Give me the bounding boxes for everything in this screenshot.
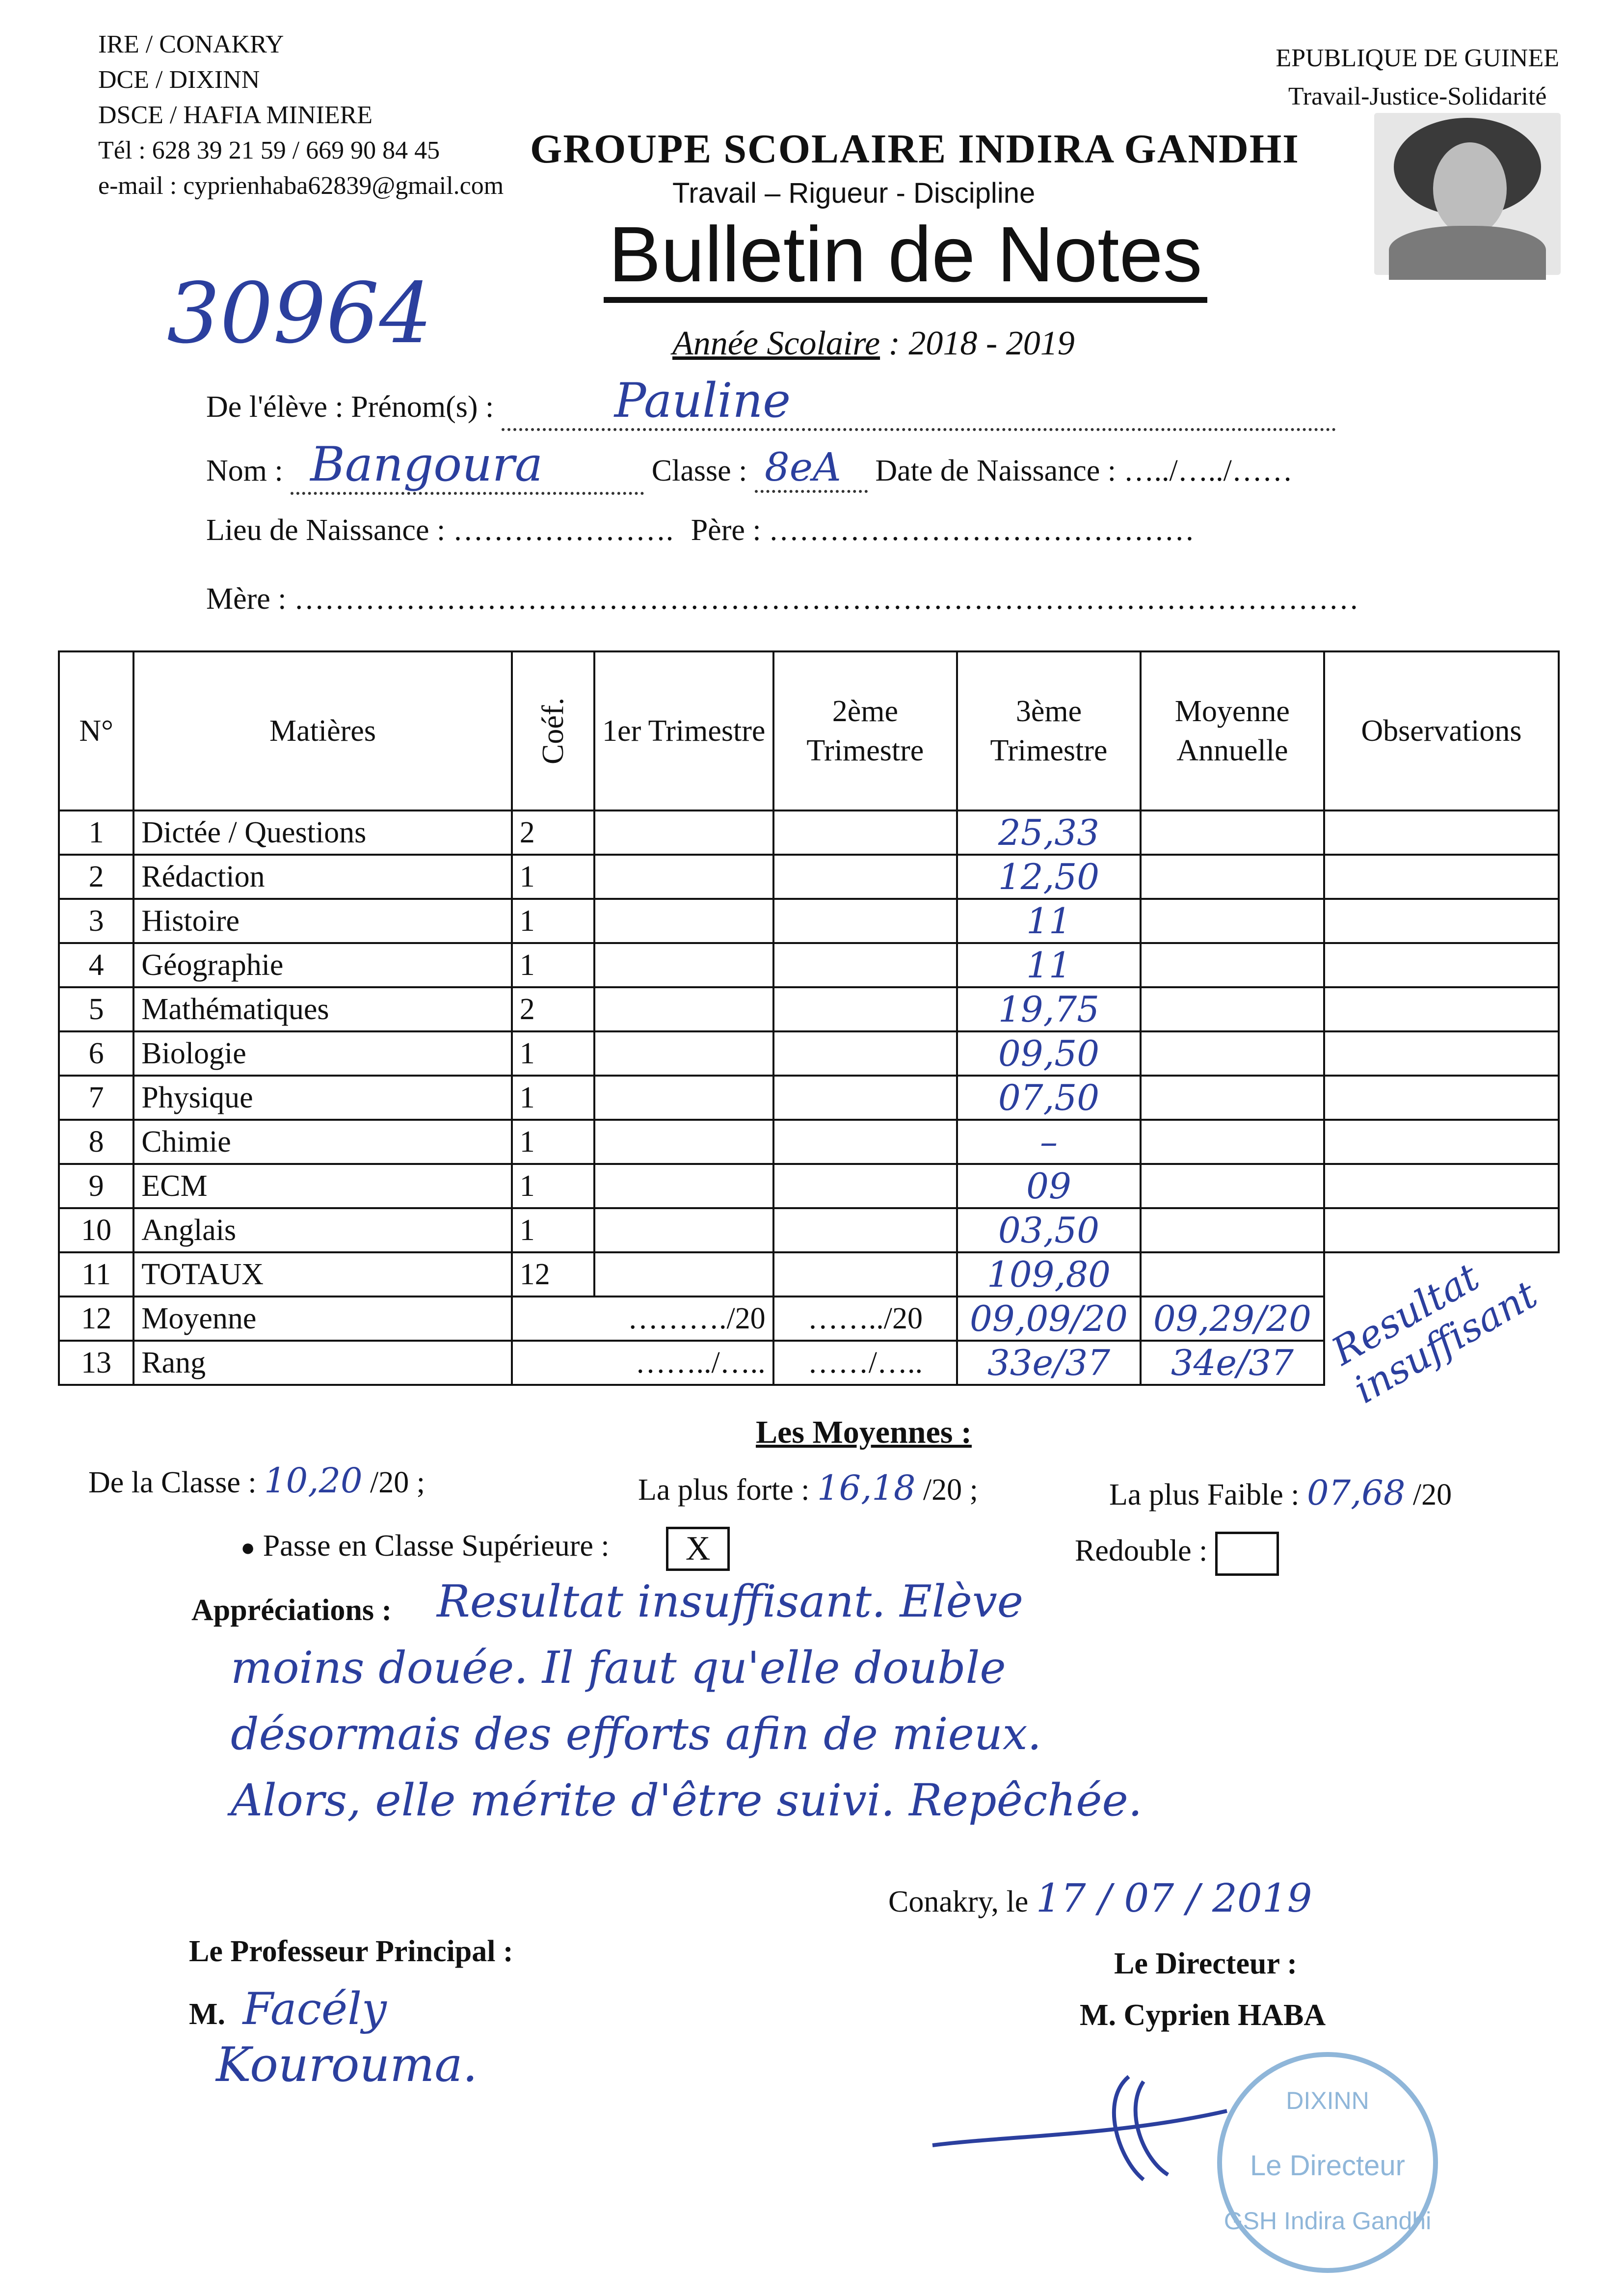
passe-check-mark: X: [685, 1530, 711, 1567]
page-title: Bulletin de Notes: [604, 211, 1207, 303]
passe-label: Passe en Classe Supérieure :: [263, 1529, 610, 1563]
appreciation-line: Alors, elle mérite d'être suivi. Repêchée.: [231, 1775, 1143, 1826]
republic-name: EPUBLIQUE DE GUINEE: [1276, 44, 1559, 72]
school-name: GROUPE SCOLAIRE INDIRA GANDHI: [530, 126, 1300, 172]
header-line: IRE / CONAKRY: [98, 30, 284, 58]
appreciation-line: Resultat insuffisant. Elève: [437, 1576, 1024, 1627]
nom-label: Nom :: [206, 454, 283, 487]
lieu-row: [206, 513, 1195, 548]
table-row: 1 Dictée / Questions 2 25,33: [59, 810, 1559, 855]
redouble-checkbox[interactable]: [1215, 1532, 1279, 1576]
table-row: 4 Géographie 1 11: [59, 943, 1559, 987]
table-row: 7 Physique 1 07,50: [59, 1076, 1559, 1120]
redouble-label: Redouble :: [1075, 1534, 1208, 1568]
header-number: N°: [59, 651, 133, 810]
header-moyenne-annuelle: Moyenne Annuelle: [1141, 651, 1324, 810]
appreciation-line: moins douée. Il faut qu'elle double: [231, 1642, 1006, 1694]
table-row: 5 Mathématiques 2 19,75: [59, 987, 1559, 1031]
reference-number: 30964: [167, 265, 432, 362]
observation-cell: [1324, 1252, 1559, 1412]
prenom-field: [502, 373, 1336, 431]
mere-label: Mère : ……………………………………………………………………………………………: [206, 582, 1359, 616]
observation-note: Resultat insuffisant: [1324, 1255, 1545, 1412]
table-row: 6 Biologie 1 09,50: [59, 1031, 1559, 1076]
nom-row: [206, 437, 1293, 495]
classe-field: [755, 444, 868, 493]
republic-motto: Travail-Justice-Solidarité: [1288, 82, 1547, 110]
date-value: 17 / 07 / 2019: [1036, 1875, 1312, 1921]
appreciations-label: Appréciations :: [191, 1594, 392, 1627]
table-row: 2 Rédaction 1 12,50: [59, 855, 1559, 899]
school-stamp: DIXINN Le Directeur GSH Indira Gandhi: [1217, 2052, 1438, 2273]
rang-row: 13 Rang ……../….. ……/….. 33e/37 34e/37: [59, 1341, 1559, 1385]
moyenne-forte: La plus forte : 16,18 /20 ;: [638, 1468, 978, 1508]
appreciation-line: désormais des efforts afin de mieux.: [231, 1708, 1042, 1760]
table-header-row: [59, 651, 1559, 810]
moyenne-classe: De la Classe : 10,20 /20 ;: [88, 1460, 425, 1501]
table-row: 10 Anglais 1 03,50: [59, 1208, 1559, 1252]
header-email: e-mail : cyprienhaba62839@gmail.com: [98, 172, 504, 200]
header-trimestre-3: 3ème Trimestre: [957, 651, 1141, 810]
pere-label: Père : ……………………………………: [691, 513, 1195, 547]
header-trimestre-2: 2ème Trimestre: [773, 651, 957, 810]
professeur-label: Le Professeur Principal :: [189, 1935, 513, 1968]
header-coef: Coéf.: [512, 651, 594, 810]
nom-value: Bangoura: [310, 437, 543, 492]
professeur-name: M. Facély: [189, 1983, 387, 2035]
directeur-signature: [913, 2062, 1256, 2189]
date-label: Conakry, le: [888, 1885, 1029, 1918]
passe-row: ● Passe en Classe Supérieure : X: [240, 1527, 730, 1571]
professeur-lastname: Kourouma.: [216, 2037, 478, 2092]
moyenne-faible-value: 07,68: [1306, 1473, 1406, 1513]
header-observations: Observations: [1324, 651, 1559, 810]
header-line: DSCE / HAFIA MINIERE: [98, 101, 373, 129]
school-year-label: Année Scolaire: [672, 324, 880, 362]
header-phone: Tél : 628 39 21 59 / 669 90 84 45: [98, 136, 440, 164]
school-motto: Travail – Rigueur - Discipline: [672, 177, 1036, 209]
mere-row: [206, 582, 1359, 617]
classe-value: 8eA: [764, 444, 841, 490]
naissance-label: Date de Naissance : …../…../……: [875, 454, 1293, 487]
prenom-value: Pauline: [614, 373, 791, 428]
header-matieres: Matières: [133, 651, 512, 810]
redouble-row: [1075, 1532, 1279, 1576]
moyenne-classe-value: 10,20: [264, 1460, 363, 1501]
header-trimestre-1: 1er Trimestre: [594, 651, 773, 810]
moyenne-row: 12 Moyenne ………./20 ……../20 09,09/20 09,29/20: [59, 1297, 1559, 1341]
lieu-label: Lieu de Naissance : ………………….: [206, 513, 674, 547]
prenom-label: De l'élève : Prénom(s) :: [206, 390, 494, 424]
totaux-row: 11 TOTAUX 12 109,80 Resultat insuffisant: [59, 1252, 1559, 1297]
prenom-row: [206, 373, 1336, 431]
passe-checkbox[interactable]: [666, 1527, 730, 1571]
ministry-header: [98, 27, 504, 204]
table-row: 9 ECM 1 09: [59, 1164, 1559, 1208]
school-year: [672, 324, 1075, 363]
date-row: [888, 1875, 1312, 1921]
moyenne-forte-value: 16,18: [817, 1468, 916, 1508]
directeur-label: Le Directeur :: [1114, 1947, 1297, 1980]
professeur-firstname: Facély: [242, 1983, 387, 2035]
moyennes-title: Les Moyennes :: [756, 1414, 972, 1450]
table-row: 3 Histoire 1 11: [59, 899, 1559, 943]
directeur-name: M. Cyprien HABA: [1080, 1999, 1326, 2032]
school-year-value: : 2018 - 2019: [888, 324, 1075, 362]
moyenne-faible: La plus Faible : 07,68 /20: [1109, 1473, 1452, 1513]
portrait-photo: [1374, 113, 1561, 275]
classe-label: Classe :: [651, 454, 747, 487]
nom-field: [291, 437, 644, 495]
grades-table: [58, 650, 1560, 1412]
table-row: 8 Chimie 1 –: [59, 1120, 1559, 1164]
header-line: DCE / DIXINN: [98, 66, 260, 94]
republic-header: [1276, 39, 1559, 116]
